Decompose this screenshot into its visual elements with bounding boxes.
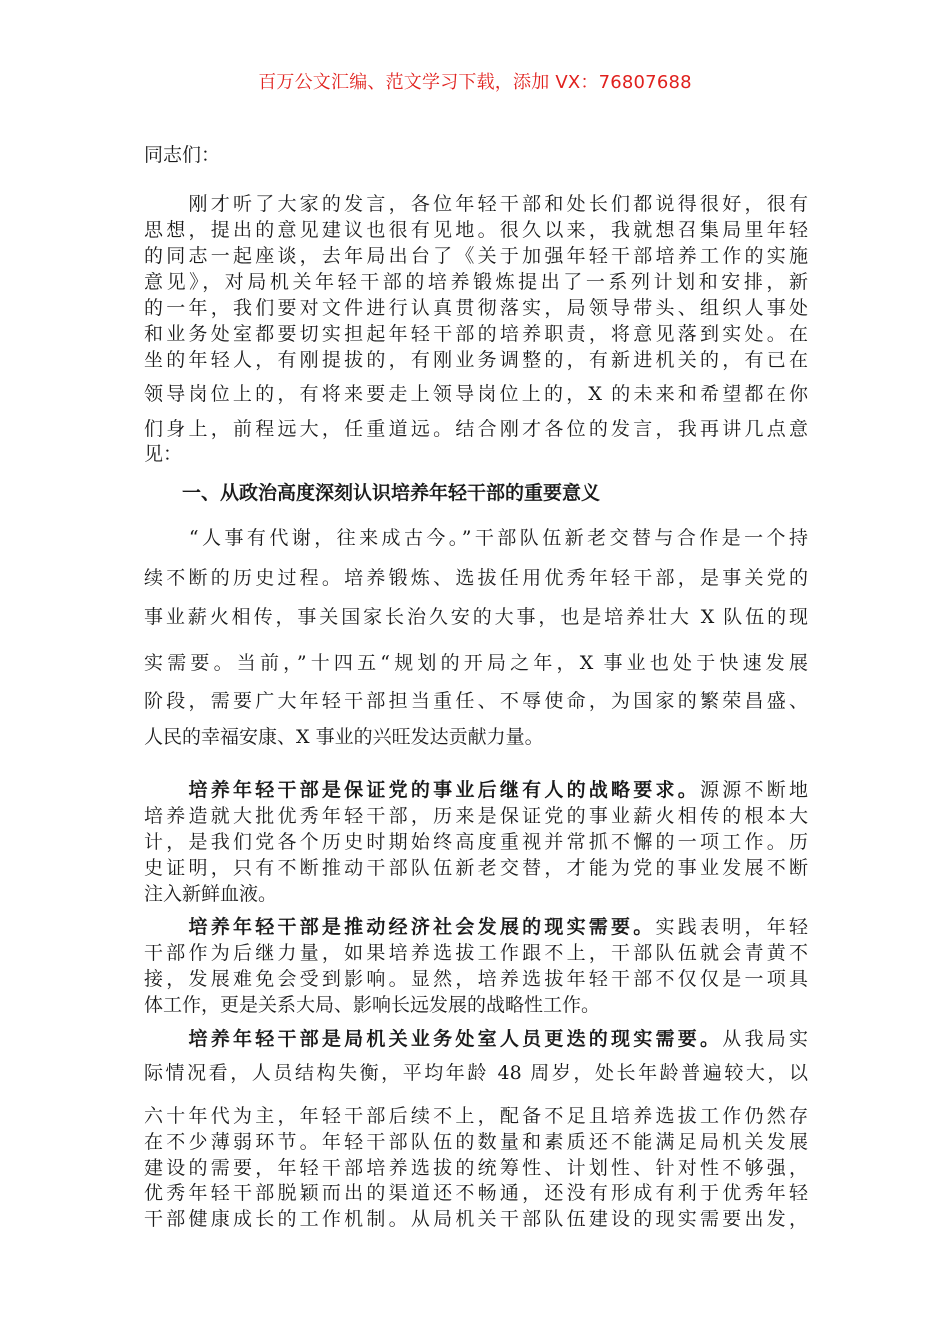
point1-first-rest: 源源不断地 <box>700 779 808 801</box>
point3-line-4: 在不少薄弱环节。年轻干部队伍的数量和素质还不能满足局机关发展 <box>144 1131 808 1153</box>
point3-line-3: 六十年代为主，年轻干部后续不上，配备不足且培养选拔工作仍然存 <box>144 1105 808 1127</box>
point2-lead: 培养年轻干部是推动经济社会发展的现实需要。 <box>144 916 656 938</box>
point2-first-rest: 实践表明，年轻 <box>655 916 808 938</box>
point1-lead: 培养年轻干部是保证党的事业后继有人的战略要求。 <box>144 779 701 801</box>
section1-line-6: 人民的幸福安康、X 事业的兴旺发达贡献力量。 <box>144 726 544 748</box>
section-heading-1: 一、从政治高度深刻认识培养年轻干部的重要意义 <box>144 482 601 504</box>
point2-line-2: 干部作为后继力量，如果培养选拔工作跟不上，干部队伍就会青黄不 <box>144 942 808 964</box>
intro-line-2: 思想，提出的意见建议也很有见地。很久以来，我就想召集局里年轻 <box>144 219 808 241</box>
point3-lead: 培养年轻干部是局机关业务处室人员更迭的现实需要。 <box>144 1028 723 1050</box>
intro-line-3: 的同志一起座谈，去年局出台了《关于加强年轻干部培养工作的实施 <box>144 245 808 267</box>
intro-line-9: 们身上，前程远大，任重道远。结合刚才各位的发言，我再讲几点意 <box>144 418 808 440</box>
intro-line-10: 见： <box>144 443 183 465</box>
section1-line-5: 阶段，需要广大年轻干部担当重任、不辱使命，为国家的繁荣昌盛、 <box>144 690 808 712</box>
section1-line-3: 事业薪火相传，事关国家长治久安的大事，也是培养壮大 X 队伍的现 <box>144 606 808 628</box>
point3-line-5: 建设的需要，年轻干部培养选拔的统筹性、计划性、针对性不够强， <box>144 1157 808 1179</box>
point1-line-4: 史证明，只有不断推动干部队伍新老交替，才能为党的事业发展不断 <box>144 857 808 879</box>
point1-line-3: 计，是我们党各个历史时期始终高度重视并常抓不懈的一项工作。历 <box>144 831 808 853</box>
intro-line-5: 的一年，我们要对文件进行认真贯彻落实，局领导带头、组织人事处 <box>144 297 808 319</box>
point3-line-6: 优秀年轻干部脱颖而出的渠道还不畅通，还没有形成有利于优秀年轻 <box>144 1182 808 1204</box>
point1-line-2: 培养造就大批优秀年轻干部，历来是保证党的事业薪火相传的根本大 <box>144 805 808 827</box>
download-banner: 百万公文汇编、范文学习下载，添加 VX：76807688 <box>258 72 692 93</box>
point2-first-line <box>144 912 808 939</box>
point2-line-4: 体工作，更是关系大局、影响长远发展的战略性工作。 <box>144 994 601 1016</box>
point3-first-line <box>144 1024 808 1051</box>
intro-line-7: 坐的年轻人，有刚提拔的，有刚业务调整的，有新进机关的，有已在 <box>144 349 808 371</box>
intro-line-6: 和业务处室都要切实担起年轻干部的培养职责，将意见落到实处。在 <box>144 323 808 345</box>
point1-first-line <box>144 775 808 802</box>
section1-line-4: 实需要。当前，”十四五“规划的开局之年，X 事业也处于快速发展 <box>144 652 808 674</box>
intro-line-1: 刚才听了大家的发言，各位年轻干部和处长们都说得很好，很有 <box>144 193 808 215</box>
point3-line-2: 际情况看，人员结构失衡，平均年龄 48 周岁，处长年龄普遍较大，以 <box>144 1062 808 1084</box>
intro-line-8: 领导岗位上的，有将来要走上领导岗位上的，X 的未来和希望都在你 <box>144 383 808 405</box>
salutation: 同志们： <box>144 144 221 166</box>
point3-first-rest: 从我局实 <box>722 1028 808 1050</box>
point2-line-3: 接，发展难免会受到影响。显然，培养选拔年轻干部不仅仅是一项具 <box>144 968 808 990</box>
point3-line-7: 干部健康成长的工作机制。从局机关干部队伍建设的现实需要出发， <box>144 1208 808 1230</box>
section1-line-2: 续不断的历史过程。培养锻炼、选拔任用优秀年轻干部，是事关党的 <box>144 567 808 589</box>
section1-line-1: “人事有代谢，往来成古今。”干部队伍新老交替与合作是一个持 <box>144 527 808 549</box>
point1-line-5: 注入新鲜血液。 <box>144 883 278 905</box>
intro-line-4: 意见》，对局机关年轻干部的培养锻炼提出了一系列计划和安排，新 <box>144 271 808 293</box>
